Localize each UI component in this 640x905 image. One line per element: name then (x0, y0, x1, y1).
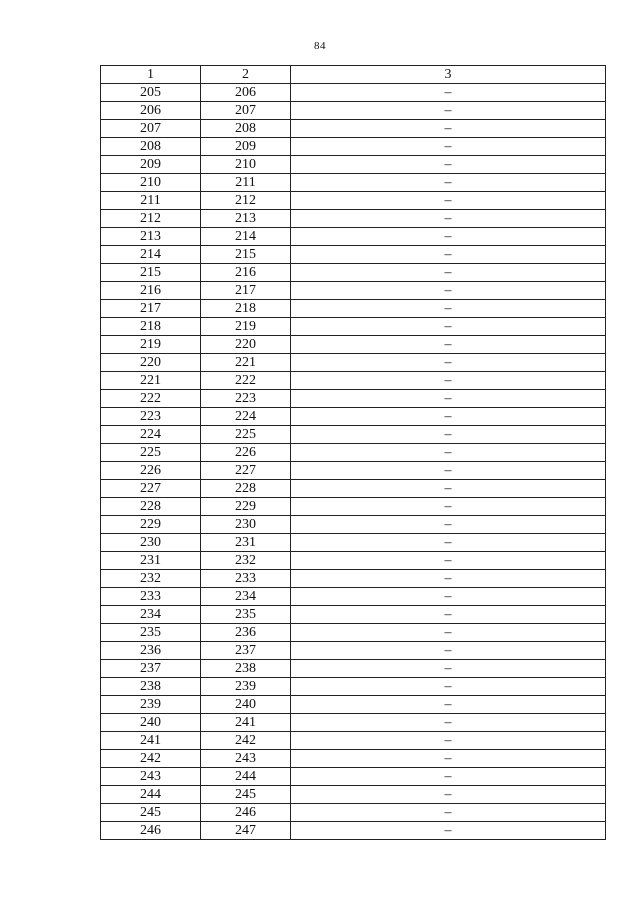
table-row (101, 174, 606, 192)
table-row (101, 354, 606, 372)
table-cell-col-2: 209 (201, 138, 291, 156)
table-cell-col-2: 232 (201, 552, 291, 570)
table-header (101, 66, 606, 84)
table-cell-col-3: – (291, 102, 606, 120)
table-cell-col-3: – (291, 534, 606, 552)
table-cell-col-2: 246 (201, 804, 291, 822)
table-cell-col-2: 227 (201, 462, 291, 480)
table-cell-col-3: – (291, 246, 606, 264)
table-row (101, 516, 606, 534)
table-cell-col-1: 226 (101, 462, 201, 480)
table-cell-col-3: – (291, 732, 606, 750)
table-cell-col-2: 222 (201, 372, 291, 390)
table-cell-col-1: 229 (101, 516, 201, 534)
table-cell-col-3: – (291, 282, 606, 300)
table-cell-col-3: – (291, 192, 606, 210)
table-cell-col-3: – (291, 624, 606, 642)
data-table (100, 65, 606, 840)
table-cell-col-3: – (291, 174, 606, 192)
table-cell-col-3: – (291, 120, 606, 138)
table-cell-col-1: 227 (101, 480, 201, 498)
table-cell-col-3: – (291, 480, 606, 498)
table-row (101, 588, 606, 606)
table-row (101, 660, 606, 678)
table-cell-col-1: 212 (101, 210, 201, 228)
table-cell-col-2: 226 (201, 444, 291, 462)
table-cell-col-1: 224 (101, 426, 201, 444)
table-row (101, 444, 606, 462)
table-cell-col-2: 241 (201, 714, 291, 732)
table-cell-col-2: 231 (201, 534, 291, 552)
table-cell-col-1: 222 (101, 390, 201, 408)
header-row (101, 66, 606, 84)
table-cell-col-1: 243 (101, 768, 201, 786)
table-cell-col-1: 225 (101, 444, 201, 462)
table-cell-col-3: – (291, 570, 606, 588)
table-cell-col-3: – (291, 714, 606, 732)
table-cell-col-1: 210 (101, 174, 201, 192)
table-cell-col-2: 233 (201, 570, 291, 588)
table-cell-col-1: 205 (101, 84, 201, 102)
table-cell-col-1: 207 (101, 120, 201, 138)
table-cell-col-2: 237 (201, 642, 291, 660)
table-row (101, 156, 606, 174)
table-row (101, 408, 606, 426)
table-cell-col-3: – (291, 210, 606, 228)
table-cell-col-1: 241 (101, 732, 201, 750)
table-cell-col-2: 216 (201, 264, 291, 282)
table-cell-col-3: – (291, 642, 606, 660)
table-cell-col-1: 245 (101, 804, 201, 822)
table-cell-col-3: – (291, 678, 606, 696)
table-row (101, 246, 606, 264)
table-row (101, 624, 606, 642)
table-cell-col-2: 225 (201, 426, 291, 444)
table-row (101, 606, 606, 624)
table-cell-col-2: 240 (201, 696, 291, 714)
table-cell-col-3: – (291, 426, 606, 444)
table-cell-col-1: 240 (101, 714, 201, 732)
table-cell-col-2: 208 (201, 120, 291, 138)
table-cell-col-3: – (291, 372, 606, 390)
table-cell-col-3: – (291, 138, 606, 156)
table-cell-col-3: – (291, 588, 606, 606)
table-cell-col-2: 234 (201, 588, 291, 606)
table-cell-col-1: 246 (101, 822, 201, 840)
table-row (101, 768, 606, 786)
table-row (101, 264, 606, 282)
table-cell-col-3: – (291, 444, 606, 462)
table-cell-col-2: 214 (201, 228, 291, 246)
table-row (101, 138, 606, 156)
table-cell-col-3: – (291, 822, 606, 840)
table-row (101, 120, 606, 138)
table-cell-col-2: 217 (201, 282, 291, 300)
table-cell-col-3: – (291, 696, 606, 714)
table-cell-col-2: 230 (201, 516, 291, 534)
table-row (101, 336, 606, 354)
table-cell-col-2: 211 (201, 174, 291, 192)
table-row (101, 498, 606, 516)
table-row (101, 228, 606, 246)
table-cell-col-1: 216 (101, 282, 201, 300)
table-cell-col-3: – (291, 300, 606, 318)
table-cell-col-1: 233 (101, 588, 201, 606)
table-cell-col-2: 239 (201, 678, 291, 696)
table-row (101, 192, 606, 210)
table-cell-col-1: 217 (101, 300, 201, 318)
table-cell-col-2: 247 (201, 822, 291, 840)
table-cell-col-2: 221 (201, 354, 291, 372)
table-cell-col-1: 206 (101, 102, 201, 120)
table-row (101, 534, 606, 552)
table-cell-col-1: 237 (101, 660, 201, 678)
table-cell-col-1: 209 (101, 156, 201, 174)
table-cell-col-1: 220 (101, 354, 201, 372)
table-cell-col-3: – (291, 498, 606, 516)
table-row (101, 786, 606, 804)
table-row (101, 750, 606, 768)
table-cell-col-3: – (291, 354, 606, 372)
table-cell-col-2: 224 (201, 408, 291, 426)
table-cell-col-1: 244 (101, 786, 201, 804)
table-cell-col-1: 236 (101, 642, 201, 660)
table-cell-col-3: – (291, 408, 606, 426)
table-row (101, 372, 606, 390)
table-cell-col-2: 206 (201, 84, 291, 102)
table-cell-col-3: – (291, 390, 606, 408)
table-row (101, 300, 606, 318)
table-cell-col-2: 213 (201, 210, 291, 228)
table-cell-col-2: 207 (201, 102, 291, 120)
table-cell-col-2: 244 (201, 768, 291, 786)
column-header-2: 2 (201, 66, 291, 84)
table-cell-col-1: 221 (101, 372, 201, 390)
table-row (101, 732, 606, 750)
table-cell-col-1: 208 (101, 138, 201, 156)
table-cell-col-1: 231 (101, 552, 201, 570)
table-cell-col-2: 218 (201, 300, 291, 318)
table-cell-col-1: 238 (101, 678, 201, 696)
table-cell-col-1: 228 (101, 498, 201, 516)
table-row (101, 462, 606, 480)
table-cell-col-1: 219 (101, 336, 201, 354)
table-row (101, 642, 606, 660)
table-cell-col-2: 235 (201, 606, 291, 624)
table-row (101, 84, 606, 102)
table-row (101, 210, 606, 228)
table-cell-col-2: 215 (201, 246, 291, 264)
table-cell-col-2: 242 (201, 732, 291, 750)
table-cell-col-3: – (291, 156, 606, 174)
page-number: 84 (314, 40, 326, 52)
table-cell-col-2: 220 (201, 336, 291, 354)
table-cell-col-3: – (291, 228, 606, 246)
table-row (101, 570, 606, 588)
table-row (101, 822, 606, 840)
table-cell-col-3: – (291, 336, 606, 354)
column-header-1: 1 (101, 66, 201, 84)
table-cell-col-3: – (291, 786, 606, 804)
table-cell-col-1: 223 (101, 408, 201, 426)
table-cell-col-2: 228 (201, 480, 291, 498)
table-row (101, 552, 606, 570)
table-row (101, 390, 606, 408)
table-cell-col-1: 230 (101, 534, 201, 552)
table-row (101, 426, 606, 444)
table-row (101, 318, 606, 336)
table-cell-col-3: – (291, 318, 606, 336)
table-cell-col-1: 235 (101, 624, 201, 642)
table-cell-col-3: – (291, 84, 606, 102)
table-cell-col-1: 213 (101, 228, 201, 246)
table-cell-col-2: 210 (201, 156, 291, 174)
table-cell-col-2: 229 (201, 498, 291, 516)
table-cell-col-3: – (291, 606, 606, 624)
table-cell-col-1: 239 (101, 696, 201, 714)
table-cell-col-2: 243 (201, 750, 291, 768)
column-header-3: 3 (291, 66, 606, 84)
table-cell-col-2: 219 (201, 318, 291, 336)
table-cell-col-1: 214 (101, 246, 201, 264)
table-cell-col-3: – (291, 750, 606, 768)
table-cell-col-3: – (291, 552, 606, 570)
table-cell-col-1: 211 (101, 192, 201, 210)
table-cell-col-1: 215 (101, 264, 201, 282)
table-cell-col-2: 238 (201, 660, 291, 678)
table-cell-col-1: 232 (101, 570, 201, 588)
table-cell-col-2: 245 (201, 786, 291, 804)
table-cell-col-3: – (291, 264, 606, 282)
table-row (101, 804, 606, 822)
table-cell-col-1: 218 (101, 318, 201, 336)
table-cell-col-3: – (291, 660, 606, 678)
table-row (101, 480, 606, 498)
table-cell-col-3: – (291, 804, 606, 822)
table-cell-col-1: 234 (101, 606, 201, 624)
table-row (101, 696, 606, 714)
table-row (101, 714, 606, 732)
table-row (101, 678, 606, 696)
table-cell-col-1: 242 (101, 750, 201, 768)
table-cell-col-2: 212 (201, 192, 291, 210)
table-row (101, 282, 606, 300)
table-cell-col-2: 223 (201, 390, 291, 408)
table-cell-col-2: 236 (201, 624, 291, 642)
table-cell-col-3: – (291, 768, 606, 786)
table-cell-col-3: – (291, 462, 606, 480)
table-body (101, 84, 606, 840)
table-row (101, 102, 606, 120)
table-cell-col-3: – (291, 516, 606, 534)
